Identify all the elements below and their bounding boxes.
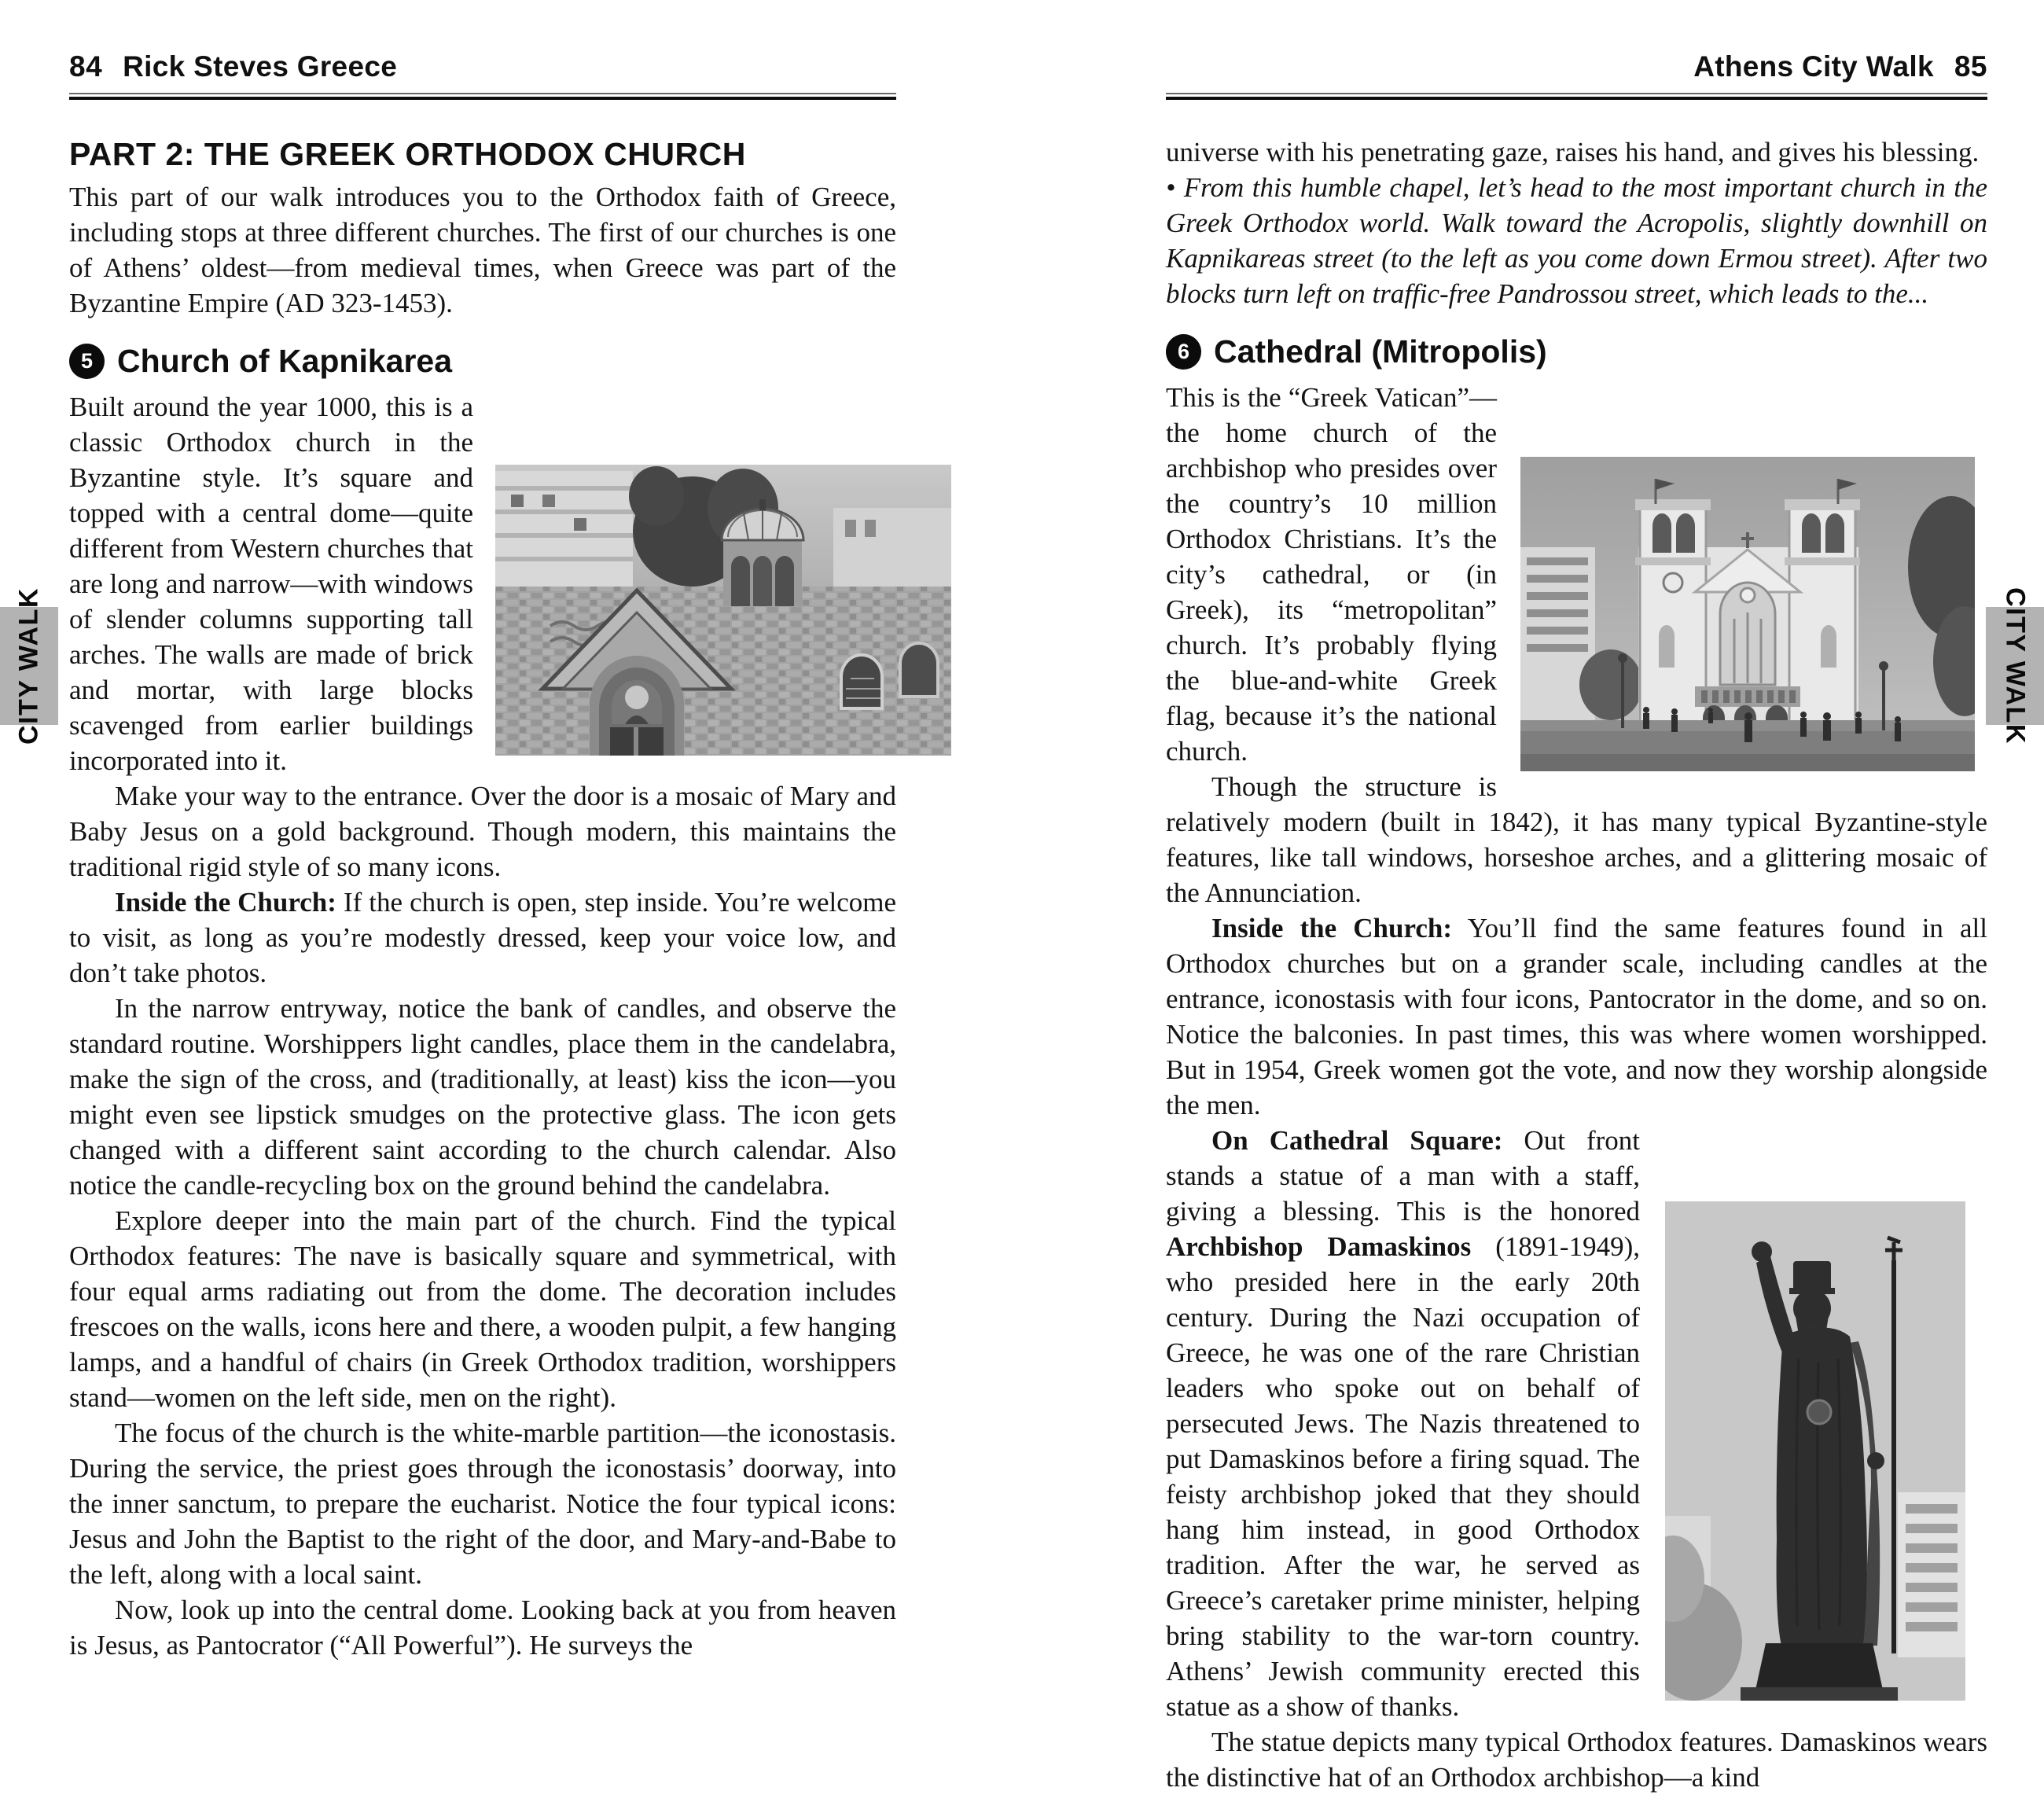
left-body-text	[69, 179, 896, 1663]
kapnikarea-paragraph-4: In the narrow entryway, notice the bank of candles, and observe the standard routine. Worshippers light candles, place them in the candelabra, make the sign of the cross, and (traditionally, at least) kiss the icon—you might even see lipstick smudges on the protective glass. The icon gets changed with a different saint according to the church calendar. Also notice the candle-recycling box on the ground behind the candelabra.	[69, 993, 896, 1201]
city-walk-tab-right	[1986, 587, 2044, 745]
page-left	[69, 50, 896, 1663]
statue-paragraph: The statue depicts many typical Orthodox features. Damaskinos wears the distinctive hat of an Orthodox archbishop—a kind	[1166, 1727, 1987, 1793]
stop-number-5-icon: 5	[69, 344, 105, 379]
kapnikarea-photo	[495, 465, 951, 756]
cathedral-paragraph-1	[1166, 380, 1987, 769]
kapnikarea-inside-paragraph	[69, 885, 896, 991]
kapnikarea-paragraph-7: Now, look up into the central dome. Looking back at you from heaven is Jesus, as Pantocrator (“All Powerful”). He surveys the	[69, 1594, 896, 1661]
inside-church-text: If the church is open, step inside. You’re welcome to visit, as long as you’re modestly dressed, keep your voice low, and don’t take photos.	[69, 887, 896, 988]
cathedral-photo	[1520, 457, 1975, 771]
city-walk-tab-left-label: CITY WALK	[13, 587, 44, 745]
kapnikarea-paragraph-2: Make your way to the entrance. Over the door is a mosaic of Mary and Baby Jesus on a gold background. Though modern, this maintains the traditional rigid style of so many icons.	[69, 781, 896, 882]
cathedral-paragraph-2: Though the structure is relatively modern (built in 1842), it has many typical Byzantine-style features, like tall windows, horseshoe arches, and a glittering mosaic of the Annunciation.	[1166, 771, 1987, 908]
damaskinos-statue-photo-image	[1665, 1201, 1965, 1701]
cathedral-heading-label: Cathedral (Mitropolis)	[1214, 333, 1547, 370]
part-heading: PART 2: THE GREEK ORTHODOX CHURCH	[69, 136, 746, 172]
stop-number-6-icon: 6	[1166, 334, 1201, 370]
page-right	[1166, 50, 1987, 1795]
kapnikarea-paragraph-6: The focus of the church is the white-marble partition—the iconostasis. During the service, the priest goes through the iconostasis’ doorway, into the inner sanctum, to prepare the eucharist. Notice the four typical icons: Jesus and John the Baptist to the right of the door, and Mary-and-Babe to the left, along with a local saint.	[69, 1418, 896, 1590]
walking-directions-paragraph: • From this humble chapel, let’s head to the most important church in the Greek Orthodox world. Walk toward the Acropolis, slightly downhill on Kapnikareas street (to the left as you come down Ermou street). After two blocks turn left on traffic-free Pandrossou street, which leads to the...	[1166, 172, 1987, 309]
left-page-title: Rick Steves Greece	[123, 50, 398, 83]
city-walk-tab-left	[0, 587, 58, 745]
cathedral-paragraph-1-text: This is the “Greek Vatican”—the home church of the archbishop who presides over the country’s 10 million Orthodox Christians. It’s the city’s cathedral, or (in Greek), its “metropolitan” church. It’s probably flying the blue-and-white Greek flag, because it’s the national church.	[1166, 382, 1497, 767]
right-page-number: 85	[1954, 50, 1987, 83]
left-page-number: 84	[69, 50, 103, 83]
header-rule	[69, 93, 896, 100]
city-walk-tab-right-label: CITY WALK	[2000, 587, 2031, 745]
right-page-title: Athens City Walk	[1693, 50, 1934, 83]
on-cathedral-square-text-2: (1891-1949), who presided here in the early 20th century. During the Nazi occupation of Greece, he was one of the rare Christian leaders who spoke out on behalf of persecuted Jews. The Nazis threatened to put Damaskinos before a firing squad. The feisty archbishop joked that they should hang him instead, in good Orthodox tradition. After the war, he served as Greece’s caretaker prime minister, helping bring stability to the war-torn country. Athens’ Jewish community erected this statue as a show of thanks.	[1166, 1231, 1640, 1722]
inside-church-label: Inside the Church:	[115, 887, 336, 918]
right-page-header	[1166, 50, 1987, 83]
on-cathedral-square-label: On Cathedral Square:	[1211, 1125, 1503, 1156]
continuation-paragraph: universe with his penetrating gaze, raises his hand, and gives his blessing.	[1166, 137, 1980, 167]
right-body-text	[1166, 134, 1987, 1795]
kapnikarea-paragraph-5: Explore deeper into the main part of the church. Find the typical Orthodox features: The nave is basically square and symmetrical, with four equal arms radiating out from the dome. The decoration includes frescoes on the walls, icons here and there, a wooden pulpit, a few hanging lamps, and a handful of chairs (in Greek Orthodox tradition, worshippers stand—women on the left side, men on the right).	[69, 1205, 896, 1413]
kapnikarea-paragraph-1	[69, 389, 896, 778]
cathedral-photo-image	[1520, 457, 1975, 771]
kapnikarea-photo-image	[495, 465, 951, 756]
kapnikarea-heading	[69, 343, 896, 380]
damaskinos-statue-photo	[1665, 1201, 1965, 1701]
part-intro-paragraph: This part of our walk introduces you to the Orthodox faith of Greece, including stops at three different churches. The first of our churches is one of Athens’ oldest—from medieval times, when Greece was part of the Byzantine Empire (AD 323-1453).	[69, 182, 896, 318]
on-cathedral-square-text-1: Out front stands a statue of a man with a staff, giving a blessing. This is the honored	[1166, 1125, 1640, 1227]
cathedral-square-paragraph	[1166, 1123, 1987, 1724]
left-page-header	[69, 50, 896, 83]
cathedral-heading	[1166, 333, 1987, 370]
cathedral-inside-paragraph	[1166, 910, 1987, 1123]
header-rule	[1166, 93, 1987, 100]
archbishop-damaskinos-bold: Archbishop Damaskinos	[1166, 1231, 1472, 1262]
kapnikarea-heading-label: Church of Kapnikarea	[117, 343, 453, 379]
inside-church-label: Inside the Church:	[1211, 913, 1453, 943]
kapnikarea-paragraph-1-text: Built around the year 1000, this is a classic Orthodox church in the Byzantine style. It’s square and topped with a central dome—quite different from Western churches that are long and narrow—with windows of slender columns supporting tall arches. The walls are made of brick and mortar, with large blocks scavenged from earlier buildings incorporated into it.	[69, 392, 473, 776]
inside-church-text: You’ll find the same features found in all Orthodox churches but on a grander scale, including candles at the entrance, iconostasis with four icons, Pantocrator in the dome, and so on. Notice the balconies. In past times, this was where women worshipped. But in 1954, Greek women got the vote, and now they worship alongside the men.	[1166, 913, 1987, 1120]
